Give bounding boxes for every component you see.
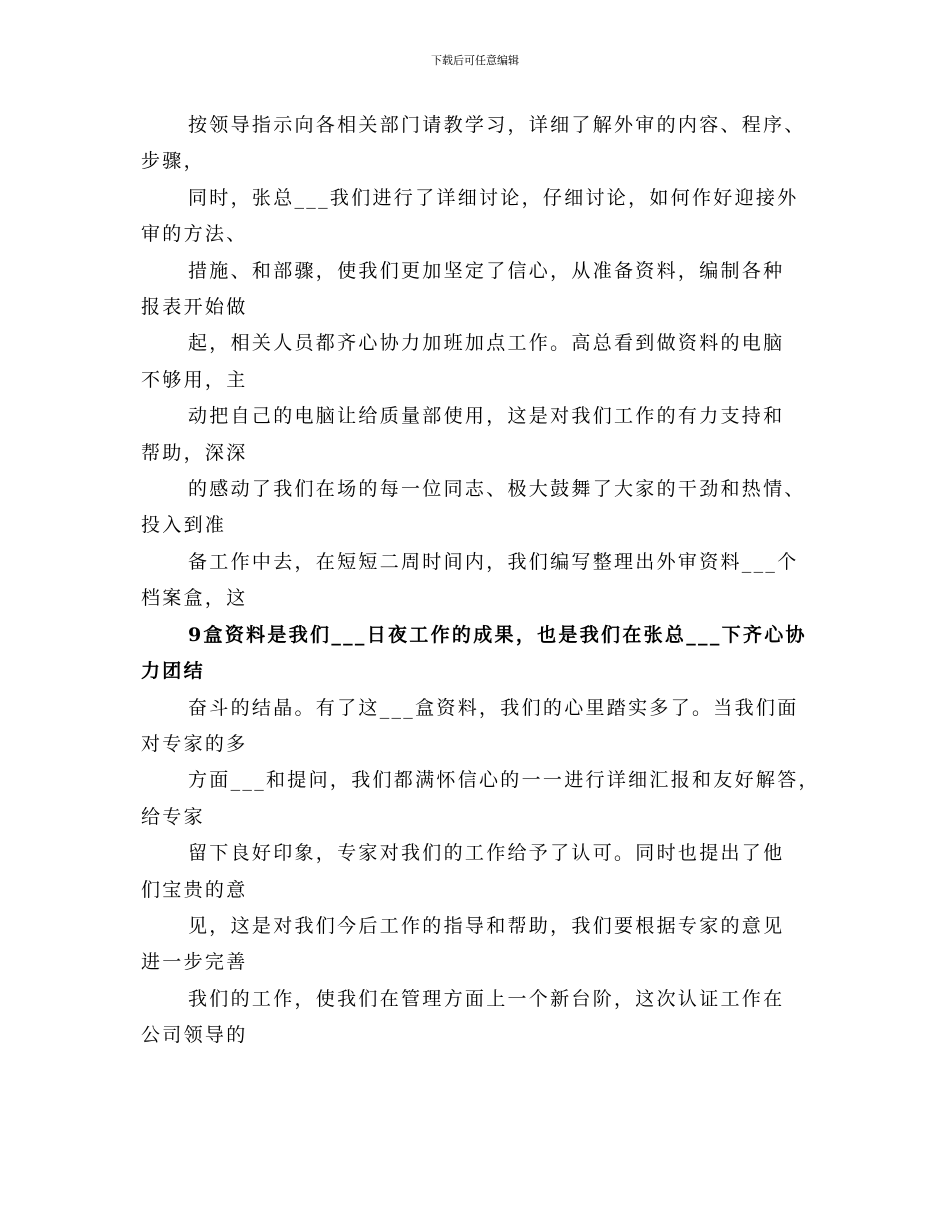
paragraph-10 [141, 762, 831, 835]
paragraph-7-line-1: 备工作中去，在短短二周时间内，我们编写整理出外审资料___个 [188, 550, 799, 573]
paragraph-9-line-1: 奋斗的结晶。有了这___盒资料，我们的心里踏实多了。当我们面 [188, 696, 799, 719]
paragraph-4-line-1: 起，相关人员都齐心协力加班加点工作。高总看到做资料的电脑 [188, 332, 785, 355]
paragraph-7 [141, 544, 831, 617]
paragraph-13-line-2: 公司领导的 [141, 1024, 248, 1047]
paragraph-3 [141, 253, 831, 326]
paragraph-13-line-1: 我们的工作，使我们在管理方面上一个新台阶，这次认证工作在 [188, 987, 785, 1010]
paragraph-11-line-1: 留下良好印象，专家对我们的工作给予了认可。同时也提出了他 [188, 842, 785, 865]
paragraph-12 [141, 908, 831, 981]
paragraph-2-line-2: 审的方法、 [141, 223, 248, 246]
paragraph-5-line-2: 帮助，深深 [141, 441, 248, 464]
paragraph-6-line-2: 投入到准 [141, 514, 227, 537]
paragraph-13 [141, 981, 831, 1054]
paragraph-8-line-1: 9盒资料是我们___日夜工作的成果，也是我们在张总___下齐心协 [188, 623, 807, 646]
paragraph-11 [141, 835, 831, 908]
paragraph-7-line-2: 档案盒，这 [141, 587, 248, 610]
paragraph-12-line-2: 进一步完善 [141, 951, 248, 974]
paragraph-9 [141, 690, 831, 763]
paragraph-2 [141, 180, 831, 253]
paragraph-1-line-1: 按领导指示向各相关部门请教学习，详细了解外审的内容、程序、 [188, 114, 806, 136]
paragraph-9-line-2: 对专家的多 [141, 732, 248, 755]
paragraph-8-bold [141, 617, 831, 690]
paragraph-8-line-2: 力团结 [141, 660, 205, 683]
paragraph-10-line-1: 方面___和提问，我们都满怀信心的一一进行详细汇报和友好解答， [188, 769, 820, 792]
paragraph-1 [141, 107, 831, 180]
page-header [0, 54, 950, 68]
paragraph-3-line-2: 报表开始做 [141, 296, 248, 319]
paragraph-2-line-1: 同时，张总___我们进行了详细讨论，仔细讨论，如何作好迎接外 [188, 186, 799, 209]
header-note: 下载后可任意编辑 [431, 54, 519, 67]
paragraph-6-line-1: 的感动了我们在场的每一位同志、极大鼓舞了大家的干劲和热情、 [188, 478, 806, 501]
document-body [141, 107, 831, 1054]
paragraph-5 [141, 398, 831, 471]
paragraph-4 [141, 325, 831, 398]
paragraph-10-line-2: 给专家 [141, 805, 205, 828]
paragraph-12-line-1: 见，这是对我们今后工作的指导和帮助，我们要根据专家的意见 [188, 914, 785, 937]
paragraph-4-line-2: 不够用，主 [141, 368, 248, 391]
paragraph-1-line-2: 步骤， [141, 150, 205, 173]
paragraph-11-line-2: 们宝贵的意 [141, 878, 248, 901]
paragraph-3-line-1: 措施、和部骤，使我们更加坚定了信心，从准备资料，编制各种 [188, 259, 785, 282]
paragraph-5-line-1: 动把自己的电脑让给质量部使用，这是对我们工作的有力支持和 [188, 405, 785, 428]
paragraph-6 [141, 471, 831, 544]
